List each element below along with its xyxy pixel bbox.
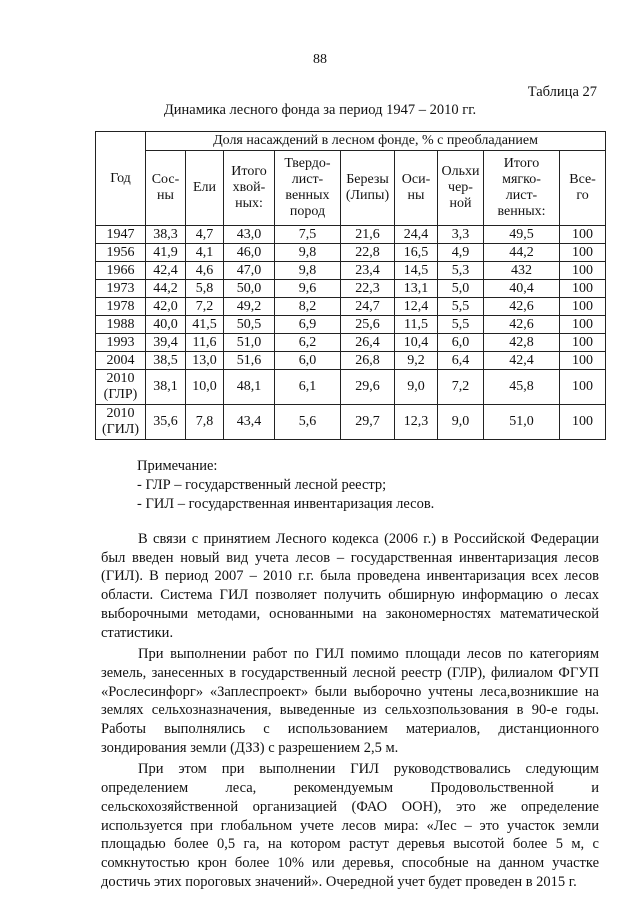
table-cell: 4,7 [186, 226, 224, 244]
table-cell: 432 [484, 262, 560, 280]
year-header: Год [96, 132, 146, 226]
table-cell: 43,4 [224, 405, 275, 440]
table-row [96, 298, 606, 316]
table-row [96, 370, 606, 405]
table-cell: 9,0 [438, 405, 484, 440]
table-row [96, 316, 606, 334]
table-cell: 39,4 [146, 334, 186, 352]
table-cell: 29,6 [341, 370, 395, 405]
table-cell: 40,4 [484, 280, 560, 298]
table-cell: 9,6 [275, 280, 341, 298]
table-cell: 24,4 [395, 226, 438, 244]
table-cell: 41,9 [146, 244, 186, 262]
year-cell: 1978 [96, 298, 146, 316]
group-header: Доля насаждений в лесном фонде, % с преобладанием [146, 132, 606, 151]
table-cell: 42,8 [484, 334, 560, 352]
year-cell: 2010 (ГИЛ) [96, 405, 146, 440]
table-cell: 51,0 [484, 405, 560, 440]
table-cell: 5,5 [438, 298, 484, 316]
table-cell: 13,1 [395, 280, 438, 298]
table-cell: 38,3 [146, 226, 186, 244]
table-cell: 13,0 [186, 352, 224, 370]
table-cell: 9,8 [275, 244, 341, 262]
table-cell: 25,6 [341, 316, 395, 334]
year-cell: 1947 [96, 226, 146, 244]
paragraph: При этом при выполнении ГИЛ руководствовались следующим определением леса, рекомендуемым Продовольственной и сельскохозяйственной организацией (ФАО ООН), это же определение используется при глобальном учете лесов мира: «Лес – это участок земли площадью более 0,5 га, на котором растут деревья высотой более 5 м, с сомкнутостью крон более 10% или деревья, способные на данном участке достичь этих пороговых значений». Очередной учет будет проведен в 2015 г. [101, 761, 599, 890]
table-cell: 6,0 [275, 352, 341, 370]
table-cell: 10,0 [186, 370, 224, 405]
table-cell: 5,3 [438, 262, 484, 280]
table-cell: 100 [560, 244, 606, 262]
table-cell: 49,2 [224, 298, 275, 316]
table-cell: 41,5 [186, 316, 224, 334]
table-row [96, 244, 606, 262]
table-cell: 26,4 [341, 334, 395, 352]
table-cell: 6,9 [275, 316, 341, 334]
column-header-aspen: Оси- ны [395, 151, 438, 226]
table-cell: 47,0 [224, 262, 275, 280]
year-cell: 1973 [96, 280, 146, 298]
table-cell: 7,8 [186, 405, 224, 440]
table-cell: 48,1 [224, 370, 275, 405]
table-row [96, 405, 606, 440]
table-cell: 100 [560, 226, 606, 244]
table-cell: 5,8 [186, 280, 224, 298]
table-cell: 49,5 [484, 226, 560, 244]
column-header-birch: Березы (Липы) [341, 151, 395, 226]
table-cell: 38,5 [146, 352, 186, 370]
forest-fund-table [95, 131, 606, 440]
table-cell: 8,2 [275, 298, 341, 316]
table-cell: 44,2 [484, 244, 560, 262]
table-cell: 9,0 [395, 370, 438, 405]
table-cell: 14,5 [395, 262, 438, 280]
table-cell: 7,2 [438, 370, 484, 405]
table-row [96, 352, 606, 370]
table-cell: 42,6 [484, 298, 560, 316]
table-cell: 9,2 [395, 352, 438, 370]
table-cell: 21,6 [341, 226, 395, 244]
table-cell: 22,8 [341, 244, 395, 262]
year-cell: 2004 [96, 352, 146, 370]
column-header-pine: Сос- ны [146, 151, 186, 226]
paragraph: В связи с принятием Лесного кодекса (2006 г.) в Российской Федерации был введен новый вид учета лесов – государственная инвентаризация лесов (ГИЛ). В период 2007 – 2010 г.г. была проведена инвентаризация всех лесов области. Система ГИЛ позволяет получить обширную информацию о лесах выборочными методами, основанными на закономерностях математической статистики. [101, 531, 599, 641]
table-row [96, 226, 606, 244]
table-cell: 6,2 [275, 334, 341, 352]
year-cell: 1988 [96, 316, 146, 334]
table-cell: 100 [560, 370, 606, 405]
table-cell: 22,3 [341, 280, 395, 298]
column-header-total: Все- го [560, 151, 606, 226]
table-cell: 42,6 [484, 316, 560, 334]
page-number: 88 [313, 52, 327, 67]
table-cell: 12,4 [395, 298, 438, 316]
note-item: - ГЛР – государственный лесной реестр; [137, 477, 387, 493]
table-cell: 24,7 [341, 298, 395, 316]
table-label: Таблица 27 [527, 84, 597, 100]
table-cell: 100 [560, 280, 606, 298]
paragraph: При выполнении работ по ГИЛ помимо площади лесов по категориям земель, занесенных в государственный лесной реестр (ГЛР), филиалом ФГУП «Рослесинфорг» «Заплеспроект» были выборочно учтены леса,возникшие на землях сельхозназначения, выведенные из сельхозпользования в 90-е годы. Работы выполнялись с использованием материалов, дистанционного зондирования земли (ДЗЗ) с разрешением 2,5 м. [101, 646, 599, 756]
table-cell: 100 [560, 262, 606, 280]
table-cell: 9,8 [275, 262, 341, 280]
table-row [96, 280, 606, 298]
table-cell: 6,4 [438, 352, 484, 370]
table-cell: 100 [560, 316, 606, 334]
table-cell: 38,1 [146, 370, 186, 405]
year-cell: 2010 (ГЛР) [96, 370, 146, 405]
table-cell: 3,3 [438, 226, 484, 244]
table-cell: 100 [560, 405, 606, 440]
year-cell: 1956 [96, 244, 146, 262]
table-cell: 26,8 [341, 352, 395, 370]
table-cell: 50,5 [224, 316, 275, 334]
table-cell: 100 [560, 352, 606, 370]
table-cell: 46,0 [224, 244, 275, 262]
table-cell: 5,0 [438, 280, 484, 298]
table-cell: 16,5 [395, 244, 438, 262]
table-cell: 7,2 [186, 298, 224, 316]
year-cell: 1966 [96, 262, 146, 280]
table-cell: 51,0 [224, 334, 275, 352]
table-cell: 23,4 [341, 262, 395, 280]
notes-title: Примечание: [137, 458, 218, 474]
table-cell: 10,4 [395, 334, 438, 352]
table-cell: 100 [560, 298, 606, 316]
table-cell: 6,1 [275, 370, 341, 405]
table-cell: 45,8 [484, 370, 560, 405]
column-header-spruce: Ели [186, 151, 224, 226]
table-title: Динамика лесного фонда за период 1947 – 2010 гг. [163, 102, 477, 118]
column-header-total-coniferous: Итого хвой- ных: [224, 151, 275, 226]
table-cell: 12,3 [395, 405, 438, 440]
table-cell: 42,0 [146, 298, 186, 316]
table-cell: 6,0 [438, 334, 484, 352]
table-row [96, 262, 606, 280]
table-cell: 50,0 [224, 280, 275, 298]
table-cell: 7,5 [275, 226, 341, 244]
table-cell: 11,6 [186, 334, 224, 352]
table-cell: 29,7 [341, 405, 395, 440]
table-cell: 40,0 [146, 316, 186, 334]
table-cell: 5,6 [275, 405, 341, 440]
table-cell: 51,6 [224, 352, 275, 370]
table-cell: 44,2 [146, 280, 186, 298]
table-cell: 4,6 [186, 262, 224, 280]
table-cell: 43,0 [224, 226, 275, 244]
notes-block [137, 457, 434, 514]
table-cell: 42,4 [484, 352, 560, 370]
table-cell: 42,4 [146, 262, 186, 280]
table-cell: 4,1 [186, 244, 224, 262]
table-cell: 100 [560, 334, 606, 352]
body-text [101, 530, 599, 894]
table-cell: 11,5 [395, 316, 438, 334]
column-header-hardwood: Твердо- лист- венных пород [275, 151, 341, 226]
table-row [96, 334, 606, 352]
column-header-black-alder: Ольхи чер- ной [438, 151, 484, 226]
note-item: - ГИЛ – государственная инвентаризация лесов. [137, 496, 435, 512]
year-cell: 1993 [96, 334, 146, 352]
table-cell: 4,9 [438, 244, 484, 262]
table-cell: 35,6 [146, 405, 186, 440]
column-header-total-softwood: Итого мягко- лист- венных: [484, 151, 560, 226]
table-cell: 5,5 [438, 316, 484, 334]
